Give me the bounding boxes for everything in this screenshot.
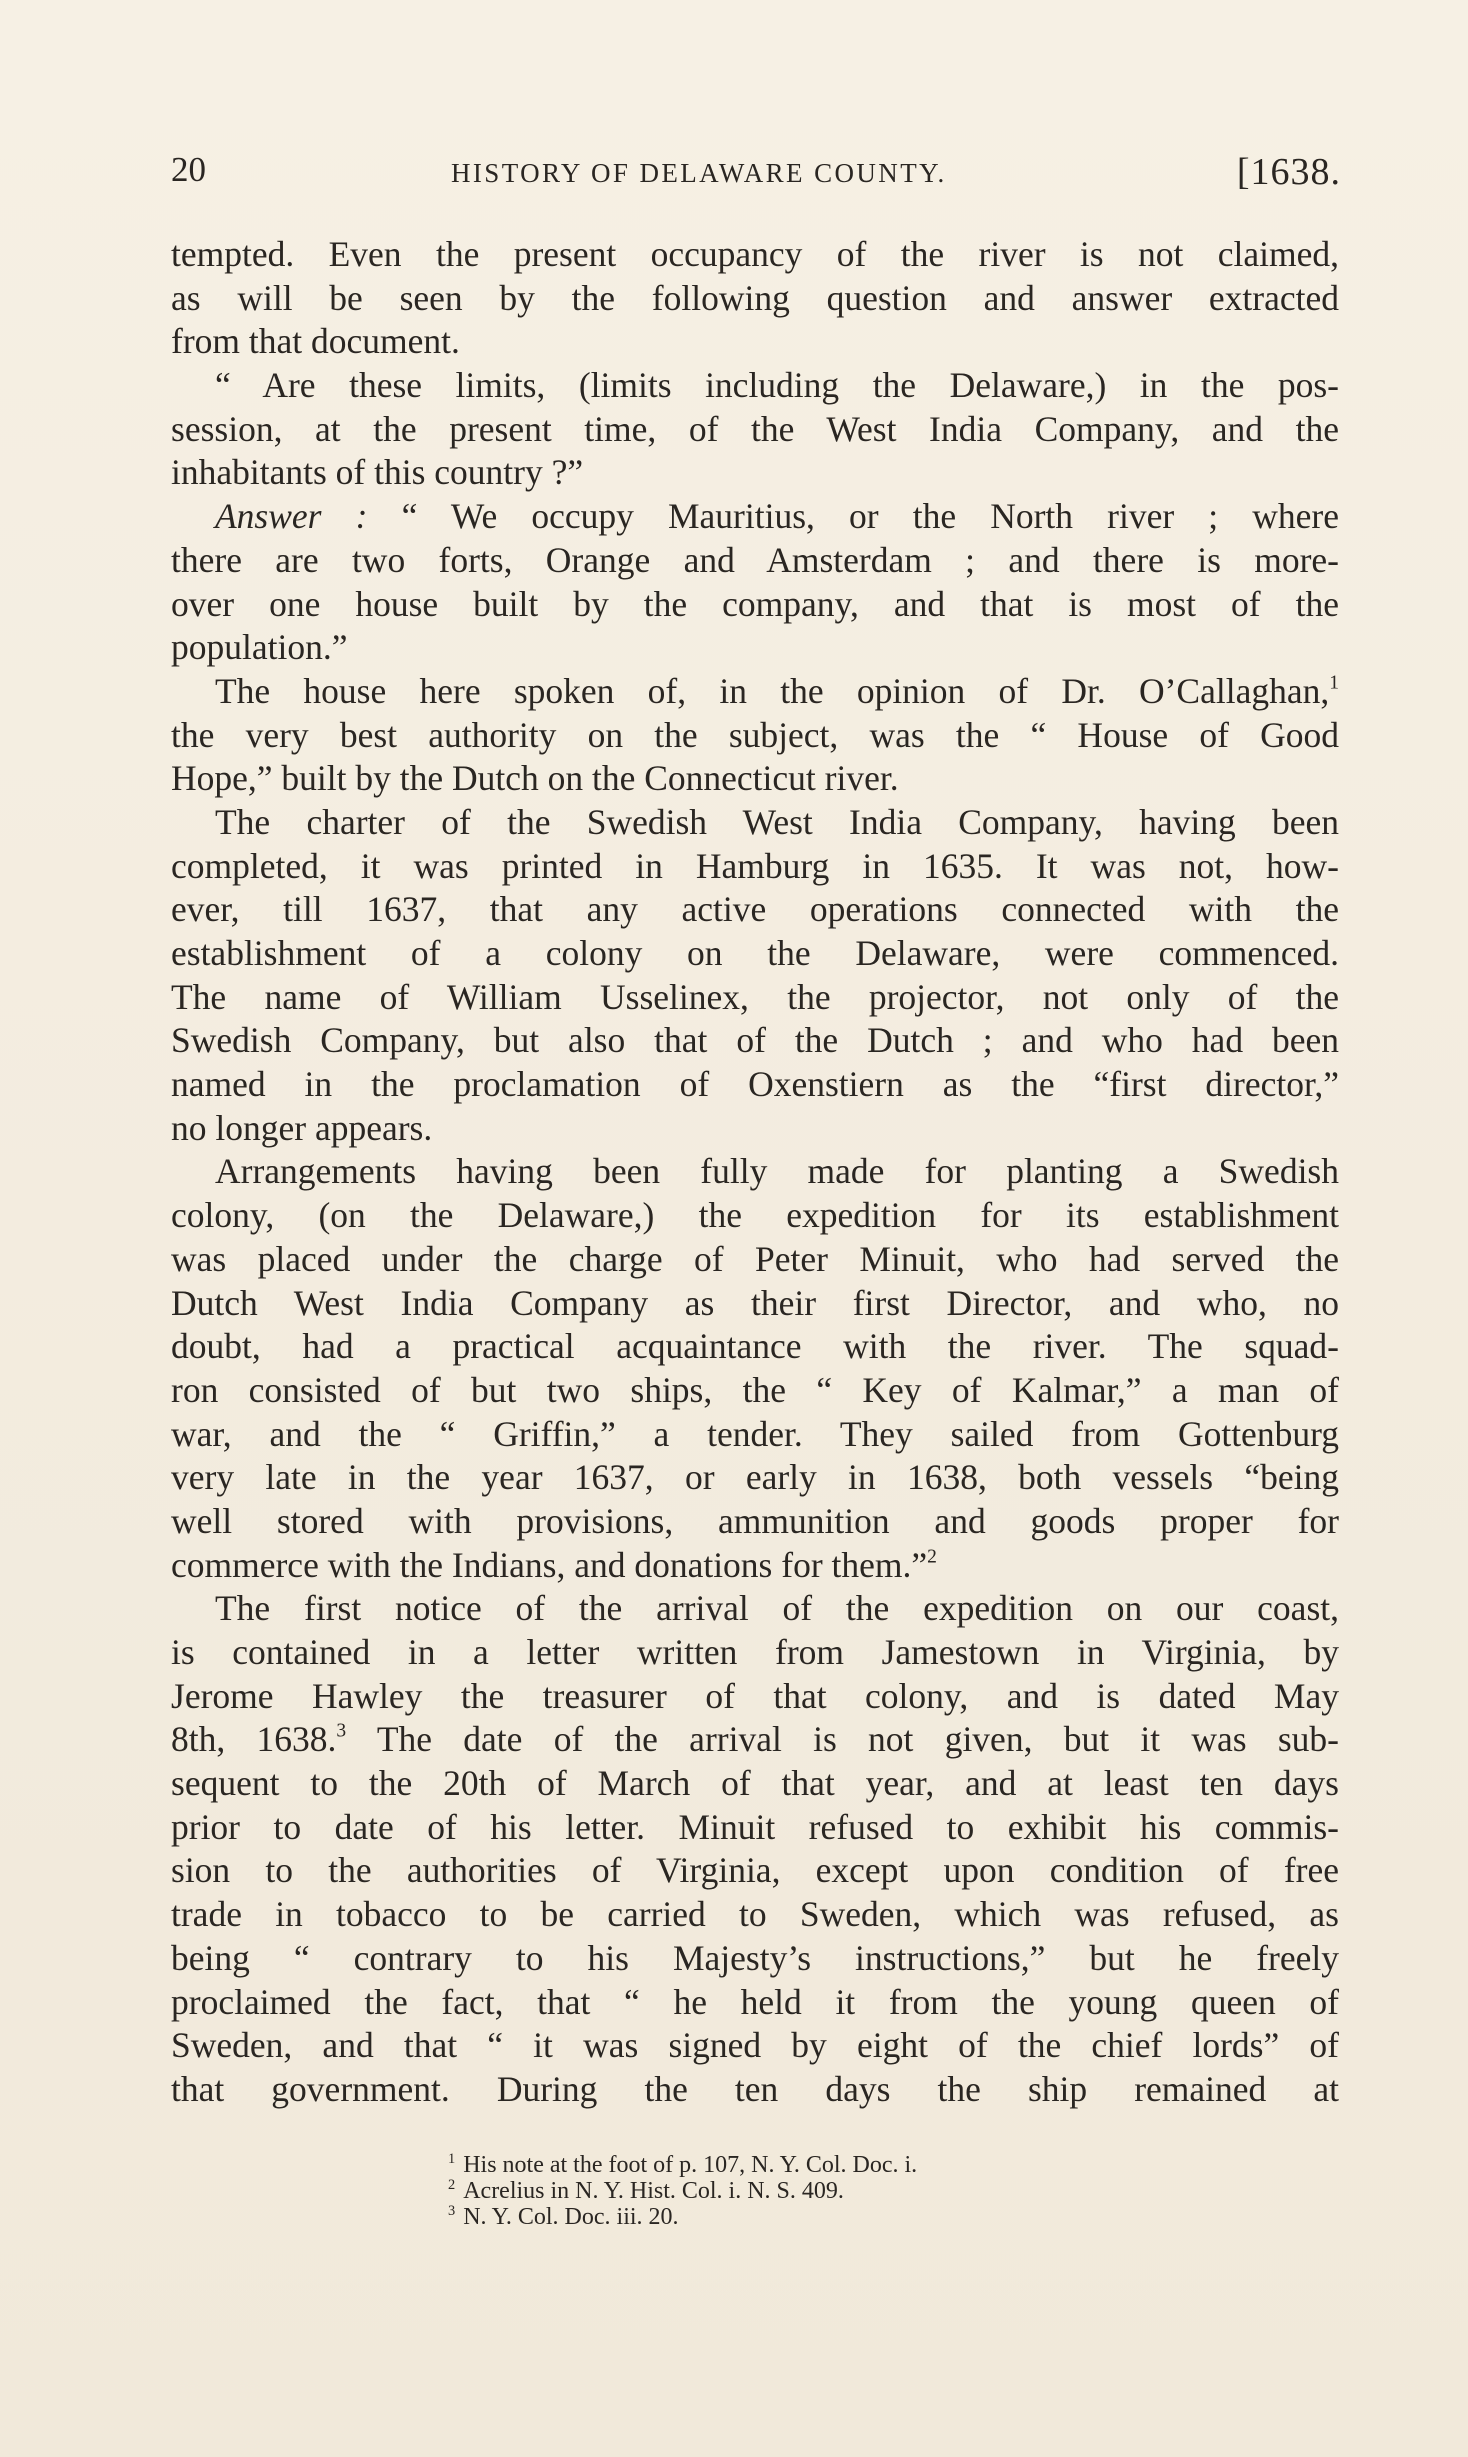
line-text: The name of William Usselinex, the projector, not only of the	[171, 976, 1339, 1017]
text-line	[171, 1893, 1339, 1937]
text-line	[171, 845, 1339, 889]
line-text: “ We occupy Mauritius, or the North river ; where	[401, 496, 1339, 537]
text-line	[171, 1675, 1339, 1719]
text-line	[171, 277, 1339, 321]
line-text: named in the proclamation of Oxenstiern as the “first director,”	[171, 1064, 1339, 1105]
header-year: [1638.	[1236, 151, 1341, 193]
line-text: very late in the year 1637, or early in 1638, both vessels “being	[171, 1457, 1339, 1498]
text-line	[171, 670, 1339, 714]
text-line	[171, 1107, 1339, 1151]
text-line	[171, 364, 1339, 408]
body-text	[171, 233, 1339, 2112]
line-text: Swedish Company, but also that of the Dutch ; and who had been	[171, 1020, 1339, 1061]
line-text: session, at the present time, of the West India Company, and the	[171, 408, 1339, 449]
line-text: Sweden, and that “ it was signed by eight of the chief lords” of	[171, 2025, 1339, 2066]
line-text: “ Are these limits, (limits including the Delaware,) in the pos-	[215, 365, 1339, 406]
footnote-number: 3	[448, 2203, 456, 2220]
footnotes	[448, 2152, 1148, 2230]
text-line	[171, 976, 1339, 1020]
footnote-number: 2	[448, 2177, 456, 2194]
answer-label: Answer :	[215, 496, 368, 537]
line-text: as will be seen by the following question and answer extracted	[171, 277, 1339, 318]
line-text: that government. During the ten days the ship remained at	[171, 2068, 1339, 2109]
text-line	[171, 1937, 1339, 1981]
line-text: sequent to the 20th of March of that year, and at least ten days	[171, 1763, 1339, 1804]
text-line	[171, 2068, 1339, 2112]
line-text: there are two forts, Orange and Amsterdam ; and there is more-	[171, 539, 1339, 580]
line-text: inhabitants of this country ?”	[171, 452, 584, 493]
line-text: prior to date of his letter. Minuit refused to exhibit his commis-	[171, 1806, 1339, 1847]
text-line	[171, 888, 1339, 932]
line-text: war, and the “ Griffin,” a tender. They sailed from Gottenburg	[171, 1413, 1339, 1454]
text-line	[171, 1238, 1339, 1282]
line-text: sion to the authorities of Virginia, except upon condition of free	[171, 1850, 1339, 1891]
line-text: colony, (on the Delaware,) the expedition for its establishment	[171, 1195, 1339, 1236]
text-line	[171, 1413, 1339, 1457]
text-line	[171, 233, 1339, 277]
line-text: tempted. Even the present occupancy of the river is not claimed,	[171, 234, 1339, 274]
page-number: 20	[171, 150, 206, 189]
footnote	[448, 2152, 1148, 2178]
line-text: commerce with the Indians, and donations for them.”	[171, 1544, 928, 1585]
text-line	[171, 1194, 1339, 1238]
line-text: Dutch West India Company as their first Director, and who, no	[171, 1282, 1339, 1323]
text-line	[171, 1806, 1339, 1850]
line-text: proclaimed the fact, that “ he held it from the young queen of	[171, 1981, 1339, 2022]
line-text: the very best authority on the subject, was the “ House of Good	[171, 714, 1339, 755]
line-text: ever, till 1637, that any active operations connected with the	[171, 889, 1339, 930]
text-line	[171, 1456, 1339, 1500]
footnote-ref: 3	[336, 1720, 347, 1742]
line-text: well stored with provisions, ammunition and goods proper for	[171, 1500, 1339, 1541]
text-line	[171, 801, 1339, 845]
footnote	[448, 2204, 1148, 2230]
line-text: Arrangements having been fully made for planting a Swedish	[215, 1151, 1339, 1192]
footnote	[448, 2178, 1148, 2204]
text-line	[171, 1981, 1339, 2025]
text-line	[171, 1849, 1339, 1893]
text-line	[171, 2024, 1339, 2068]
line-text: ron consisted of but two ships, the “ Key of Kalmar,” a man of	[171, 1369, 1339, 1410]
text-line	[171, 1019, 1339, 1063]
line-text: The house here spoken of, in the opinion of Dr. O’Callaghan,	[215, 670, 1330, 711]
line-prefix: 8th, 1638.	[171, 1719, 337, 1760]
text-line	[171, 1063, 1339, 1107]
text-line	[171, 1282, 1339, 1326]
text-line	[171, 583, 1339, 627]
line-text: establishment of a colony on the Delaware, were commenced.	[171, 933, 1339, 973]
line-text: completed, it was printed in Hamburg in 1635. It was not, how-	[171, 845, 1339, 886]
line-text: no longer appears.	[171, 1107, 433, 1148]
line-text: trade in tobacco to be carried to Sweden, which was refused, as	[171, 1894, 1339, 1935]
line-text: over one house built by the company, and that is most of the	[171, 583, 1339, 624]
footnote-number: 1	[448, 2151, 456, 2168]
footnote-ref: 1	[1329, 672, 1339, 694]
line-text: The charter of the Swedish West India Company, having been	[215, 801, 1339, 842]
text-line	[171, 1150, 1339, 1194]
text-line	[171, 932, 1339, 976]
text-line	[171, 1544, 1339, 1588]
text-line	[171, 1500, 1339, 1544]
line-text: being “ contrary to his Majesty’s instructions,” but he freely	[171, 1937, 1339, 1978]
text-line	[171, 714, 1339, 758]
line-text: Jerome Hawley the treasurer of that colony, and is dated May	[171, 1675, 1339, 1716]
footnote-ref: 2	[927, 1545, 937, 1567]
text-line	[171, 1325, 1339, 1369]
text-line	[171, 320, 1339, 364]
text-line	[171, 626, 1339, 670]
text-line	[171, 1762, 1339, 1806]
running-title: HISTORY OF DELAWARE COUNTY.	[451, 158, 947, 188]
text-line	[171, 1718, 1339, 1762]
text-line	[171, 1369, 1339, 1413]
line-text: is contained in a letter written from Jamestown in Virginia, by	[171, 1632, 1339, 1672]
page-header	[171, 150, 1341, 200]
text-line	[171, 1587, 1339, 1631]
line-text: doubt, had a practical acquaintance with the river. The squad-	[171, 1326, 1339, 1367]
footnote-text: Acrelius in N. Y. Hist. Col. i. N. S. 409.	[463, 2178, 844, 2204]
footnote-text: N. Y. Col. Doc. iii. 20.	[463, 2204, 679, 2230]
footnote-text: His note at the foot of p. 107, N. Y. Col. Doc. i.	[463, 2152, 918, 2178]
text-line	[171, 757, 1339, 801]
text-line	[171, 539, 1339, 583]
line-text: was placed under the charge of Peter Minuit, who had served the	[171, 1238, 1339, 1279]
line-text: The date of the arrival is not given, but it was sub-	[376, 1719, 1339, 1760]
line-text: Hope,” built by the Dutch on the Connecticut river.	[171, 758, 899, 799]
text-line	[171, 451, 1339, 495]
text-line	[171, 495, 1339, 539]
line-text: The first notice of the arrival of the expedition on our coast,	[215, 1588, 1339, 1629]
line-text: population.”	[171, 627, 348, 668]
line-text: from that document.	[171, 321, 460, 362]
text-line	[171, 1631, 1339, 1675]
text-line	[171, 408, 1339, 452]
